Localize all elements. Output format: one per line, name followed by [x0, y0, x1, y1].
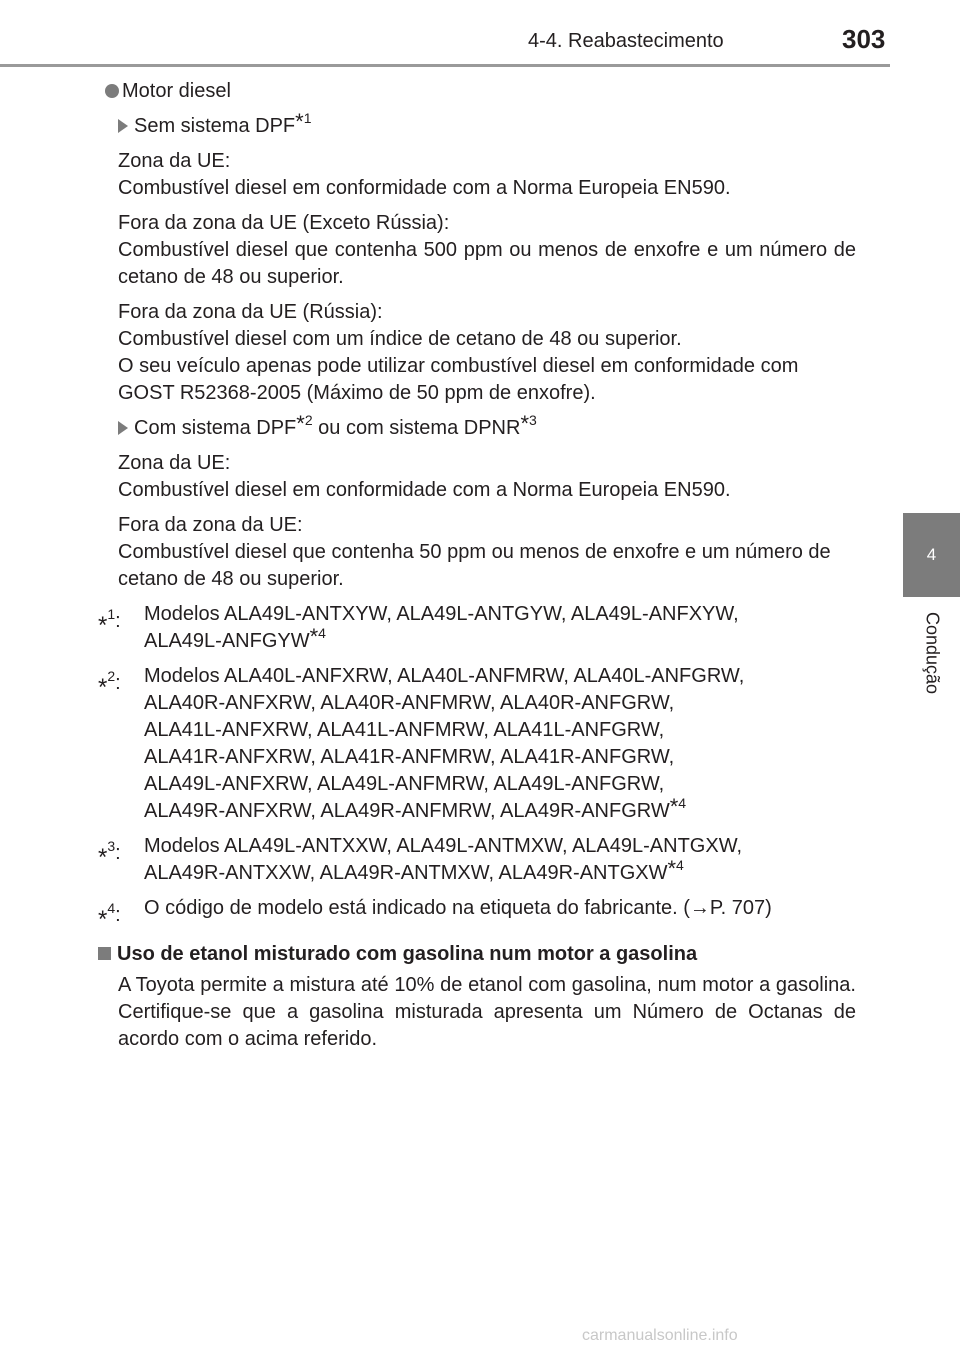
with-dpf-heading: Com sistema DPF$^{*2}$ ou com sistema DPNR$^{*3}$: [98, 415, 856, 442]
page-reference-link[interactable]: P. 707: [709, 897, 766, 919]
chapter-number: 4: [926, 545, 937, 564]
without-dpf-russia: Fora da zona da UE (Rússia): Combustível diesel com um índice de cetano de 48 ou superior. O seu veículo apenas pode utilizar combustível diesel em conformidade com GOST R52368-2005 (Máximo de 50 ppm de enxofre).: [118, 301, 799, 404]
footnote-3: *$^3$: Modelos ALA49L-ANTXXW, ALA49L-ANTMXW, ALA49L-ANTGXW, ALA49R-ANTXXW, ALA49R-ANTMXW, ALA49R-ANTGXW$^{*4}$: [98, 835, 743, 884]
chapter-label: [907, 598, 957, 708]
footnote-2: *$^2$: Modelos ALA40L-ANFXRW, ALA40L-ANFMRW, ALA40L-ANFGRW, ALA40R-ANFXRW, ALA40R-ANFMRW, ALA40R-ANFGRW, ALA41L-ANFXRW, ALA41L-ANFMRW, ALA41L-ANFGRW, ALA41R-ANFXRW, ALA41R-ANFMRW, ALA41R-ANFGRW, ALA49L-ANFXRW, ALA49L-ANFMRW, ALA49L-ANFGRW, ALA49R-ANFXRW, ALA49R-ANFMRW, ALA49R-ANFGRW$^{*4}$: [98, 665, 745, 822]
footnote-ref[interactable]: *4: [667, 856, 684, 881]
triangle-bullet-icon: [118, 119, 128, 133]
with-dpf-outside-eu: Fora da zona da UE: Combustível diesel que contenha 50 ppm ou menos de enxofre e um número de cetano de 48 ou superior.: [118, 514, 831, 590]
page-content: [98, 78, 856, 1061]
chapter-label-text: Condução: [922, 611, 943, 695]
diesel-heading: Motor diesel: [98, 78, 856, 105]
footnote-ref[interactable]: *3: [520, 411, 537, 436]
chapter-tab[interactable]: [903, 513, 960, 597]
square-bullet-icon: [98, 947, 111, 960]
footnote-ref[interactable]: *2: [296, 411, 313, 436]
without-dpf-outside-eu: Fora da zona da UE (Exceto Rússia): Combustível diesel que contenha 500 ppm ou menos de enxofre e um número de cetano de 48 ou superior.: [118, 212, 856, 288]
ethanol-text: A Toyota permite a mistura até 10% de etanol com gasolina, num motor a gasolina. Certifique-se que a gasolina misturada apresenta um Número de Octanas de acordo com o acima referido.: [118, 974, 856, 1050]
without-dpf-eu-zone: Zona da UE: Combustível diesel em conformidade com a Norma Europeia EN590.: [118, 150, 731, 199]
header-rule: [0, 64, 890, 67]
with-dpf-eu-zone: Zona da UE: Combustível diesel em conformidade com a Norma Europeia EN590.: [118, 452, 731, 501]
without-dpf-heading: Sem sistema DPF$^{*1}$: [98, 113, 856, 140]
triangle-bullet-icon: [118, 421, 128, 435]
ethanol-heading: Uso de etanol misturado com gasolina num motor a gasolina: [98, 941, 856, 968]
footnote-4: *$^4$: O código de modelo está indicado na etiqueta do fabricante. (→P. 707): [98, 897, 772, 933]
footnote-ref[interactable]: *1: [295, 109, 312, 134]
page-number: 303: [842, 24, 886, 54]
arrow-icon: →: [689, 897, 710, 919]
watermark: carmanualsonline.info: [582, 1327, 738, 1344]
header-section-title: 4-4. Reabastecimento: [528, 30, 724, 52]
footnote-ref[interactable]: *4: [309, 624, 326, 649]
footnote-ref[interactable]: *4: [669, 794, 687, 819]
circle-bullet-icon: [105, 84, 119, 98]
footnote-1: *$^1$: Modelos ALA49L-ANTXYW, ALA49L-ANTGYW, ALA49L-ANFXYW, ALA49L-ANFGYW$^{*4}$: [98, 603, 739, 652]
